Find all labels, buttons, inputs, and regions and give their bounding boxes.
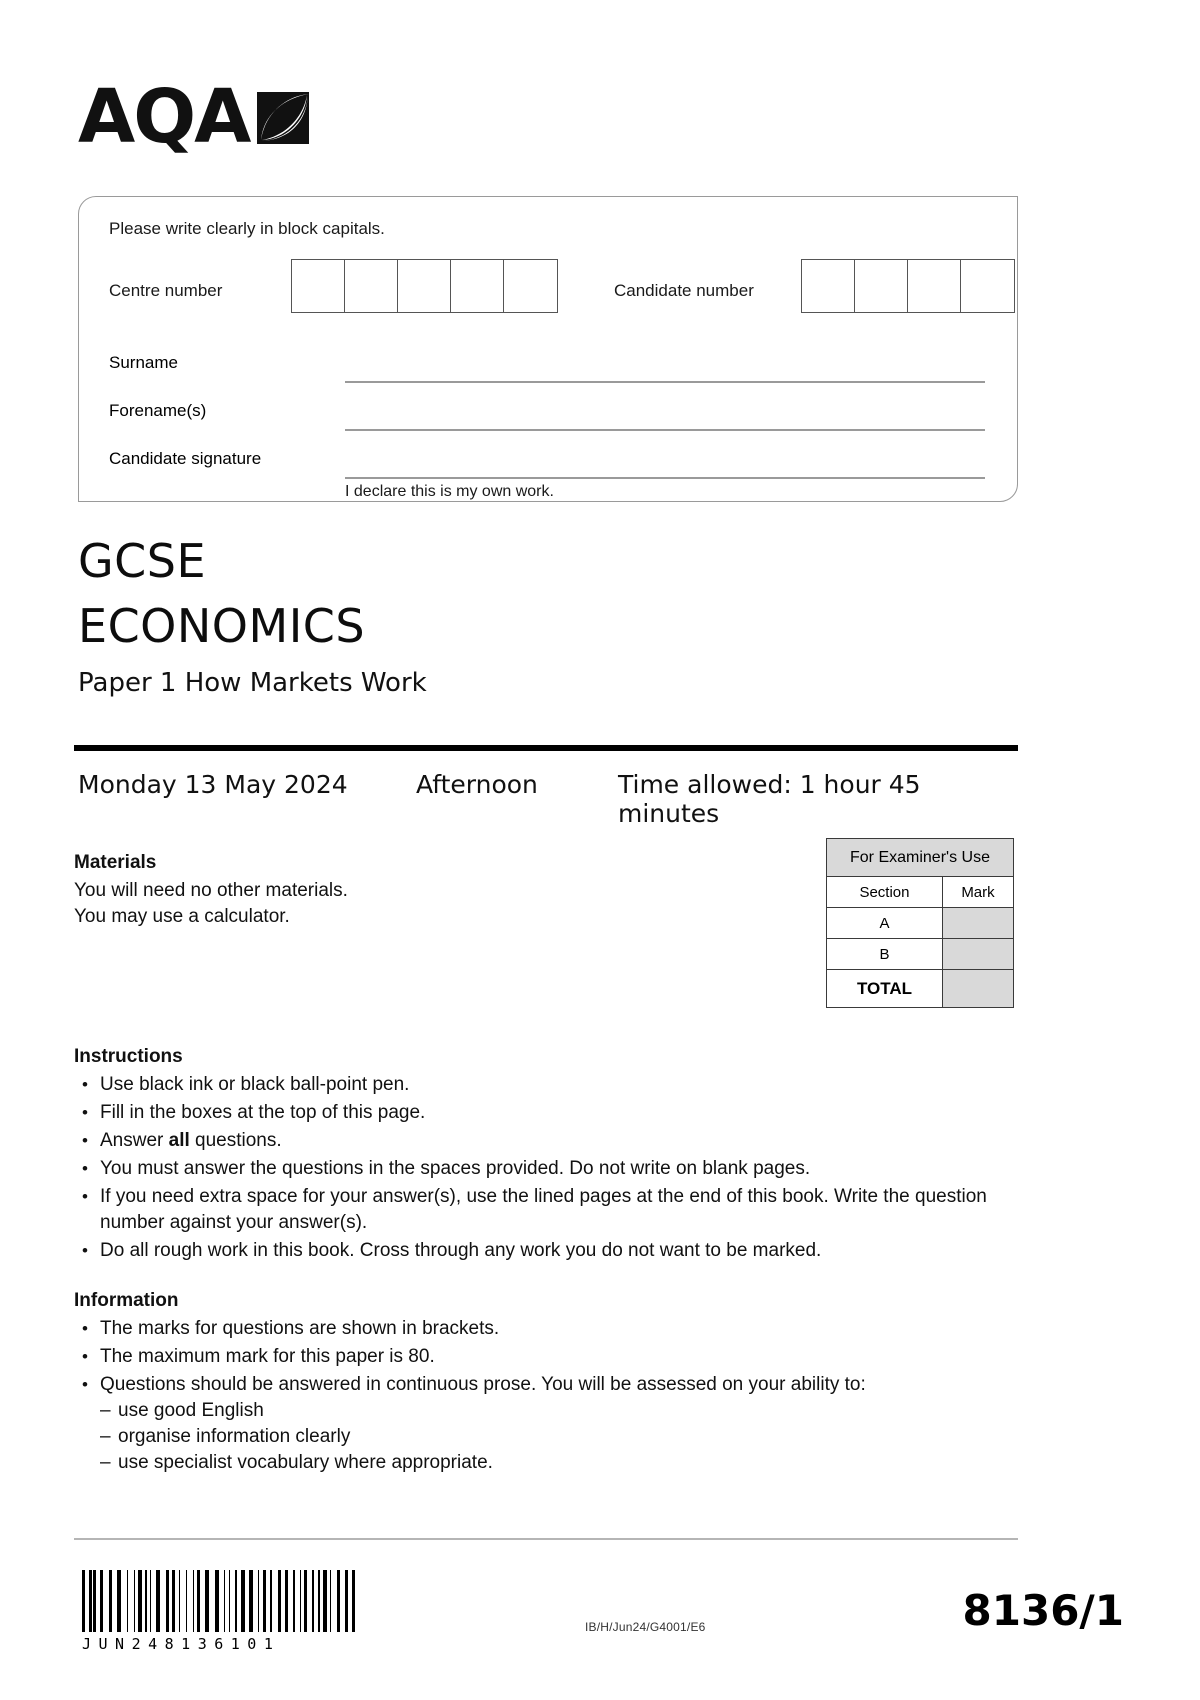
candidate-number-input[interactable] [801,259,1015,313]
aqa-leaf-icon [255,90,311,146]
list-item [74,1372,1004,1476]
candidate-number-cell[interactable] [961,260,1014,312]
list-item [74,1238,1004,1264]
reference-code: IB/H/Jun24/G4001/E6 [585,1620,706,1634]
list-item [74,1316,1004,1342]
aqa-logo [78,74,311,160]
number-row [109,259,997,315]
instruction-text: You must answer the questions in the spaces provided. Do not write on blank pages. [100,1158,811,1179]
section-b-mark[interactable] [942,939,1013,970]
section-a-mark[interactable] [942,908,1013,939]
sub-item-text: organise information clearly [118,1426,351,1447]
candidate-number-cell[interactable] [802,260,855,312]
surname-label: Surname [109,353,178,372]
candidate-number-cell[interactable] [908,260,961,312]
list-item [74,1072,1004,1098]
list-item [74,1344,1004,1370]
information-text: Questions should be answered in continuous prose. You will be assessed on your ability to: [100,1374,866,1395]
aqa-logo-text: AQA [78,74,250,160]
block-capitals-instruction: Please write clearly in block capitals. [109,219,385,238]
examiner-use-heading: For Examiner's Use [827,839,1014,877]
centre-number-label: Centre number [109,281,223,300]
section-a-label: A [827,908,943,939]
instruction-text: Answer [100,1130,169,1151]
examiner-table-heading-row [827,839,1014,877]
instruction-emphasis: all [168,1130,190,1151]
total-label: TOTAL [827,970,943,1008]
table-row [827,939,1014,970]
examiner-use-table [826,838,1014,1008]
list-item [74,1184,1004,1236]
instruction-text: If you need extra space for your answer(s), use the lined pages at the end of this book. Write the question number against your answer(s). [100,1186,987,1233]
exam-date: Monday 13 May 2024 [78,770,348,799]
instruction-text-tail: questions. [189,1130,282,1151]
candidate-number-cell[interactable] [855,260,908,312]
materials-line: You will need no other materials. [74,880,348,901]
candidate-details-box [78,196,1018,502]
sub-item-text: use good English [118,1400,264,1421]
barcode-digits: JUN248136101 [82,1635,281,1653]
centre-number-input[interactable] [291,259,558,313]
instructions-section [74,1046,1004,1266]
centre-number-cell[interactable] [451,260,504,312]
table-row [827,908,1014,939]
section-b-label: B [827,939,943,970]
centre-number-cell[interactable] [398,260,451,312]
centre-number-cell[interactable] [504,260,557,312]
forename-row [109,395,985,443]
candidate-signature-label: Candidate signature [109,449,262,468]
subject-title: ECONOMICS [78,599,366,653]
materials-section [74,852,694,930]
information-text: The maximum mark for this paper is 80. [100,1346,435,1367]
list-item [100,1398,1004,1424]
paper-title: Paper 1 How Markets Work [78,668,427,698]
materials-line: You may use a calculator. [74,906,290,927]
barcode-bars [82,1570,442,1632]
centre-number-cell[interactable] [345,260,398,312]
list-item [74,1128,1004,1154]
information-section [74,1290,1004,1478]
examiner-table-header-row [827,877,1014,908]
table-row-total [827,970,1014,1008]
information-sub-list [100,1398,1004,1476]
list-item [100,1450,1004,1476]
qualification-title: GCSE [78,534,207,588]
total-mark[interactable] [942,970,1013,1008]
instructions-list [74,1072,1004,1264]
information-list [74,1316,1004,1476]
forename-label: Forename(s) [109,401,207,420]
footer-divider [74,1538,1018,1540]
forename-input[interactable] [345,429,985,431]
instructions-heading: Instructions [74,1046,183,1067]
centre-number-cell[interactable] [292,260,345,312]
information-heading: Information [74,1290,179,1311]
surname-row [109,347,985,395]
exam-session: Afternoon [416,770,538,799]
section-column-header: Section [827,877,943,908]
instruction-text: Do all rough work in this book. Cross through any work you do not want to be marked. [100,1240,822,1261]
list-item [74,1156,1004,1182]
paper-code: 8136/1 [962,1586,1124,1635]
materials-heading: Materials [74,852,157,873]
exam-info-row [78,770,1018,828]
sub-item-text: use specialist vocabulary where appropriate. [118,1452,493,1473]
exam-time-allowed: Time allowed: 1 hour 45 minutes [618,770,921,828]
candidate-signature-input[interactable] [345,477,985,479]
instruction-text: Fill in the boxes at the top of this page. [100,1102,426,1123]
instruction-text: Use black ink or black ball-point pen. [100,1074,410,1095]
mark-column-header: Mark [942,877,1013,908]
surname-input[interactable] [345,381,985,383]
candidate-number-label: Candidate number [614,281,754,300]
list-item [74,1100,1004,1126]
title-divider [74,745,1018,751]
list-item [100,1424,1004,1450]
information-text: The marks for questions are shown in brackets. [100,1318,500,1339]
barcode [82,1570,442,1653]
declaration-text: I declare this is my own work. [345,483,554,500]
